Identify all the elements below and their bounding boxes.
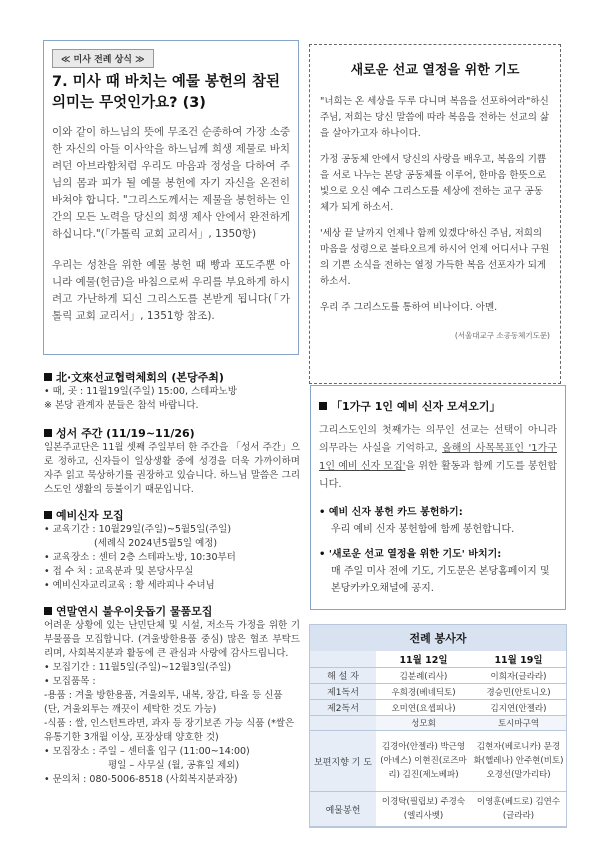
row-cell: 우희경(베네딕토): [376, 684, 471, 700]
campaign-box: [310, 385, 566, 610]
campaign-bullet-1-title: • 예비 신자 봉헌 카드 봉헌하기:: [319, 507, 463, 518]
servers-header-blank: [310, 651, 376, 668]
notice-1-title: 北·文來선교협력체회의 (본당주최): [56, 371, 224, 384]
notice-3-line-5: • 예비신자교리교육 : 황 세라피나 수녀님: [44, 580, 215, 591]
row-cell: 김지연(안젤라): [471, 700, 566, 716]
square-bullet-icon: [44, 429, 52, 437]
notice-3-title: 예비신자 모집: [56, 509, 124, 522]
notice-4-line-5: • 모집장소 : 주일 – 센터홀 입구 (11:00~14:00): [44, 746, 250, 757]
liturgy-knowledge-box: [43, 40, 299, 355]
campaign-bullet-1-text: 우리 예비 신자 봉헌함에 함께 봉헌합니다.: [331, 524, 515, 535]
notice-1-line-2: ※ 본당 관계자 분들은 참석 바랍니다.: [44, 400, 199, 411]
row-label: 제1독서: [310, 684, 376, 700]
liturgy-para-1: 이와 같이 하느님의 뜻에 무조건 순종하여 가장 소중한 자신의 아들 이사악을 하느님께 희생 제물로 바치려던 아브라함처럼 우리도 마음과 정성을 다하여 주님의 몸과 피가 될 예물 봉헌에 자기 자신을 온전히 바쳐야 합니다. "그리스도께서는 제물을 봉헌하는 인간의 모든 노력을 당신의 희생 제사 안에서 완전하게 하십니다."(「가톨릭 교회 교리서」, 1350항): [52, 126, 290, 240]
notice-4-line-6: 평일 – 사무실 (월, 공휴일 제외): [108, 760, 240, 771]
campaign-text-underlined: 올해의 사목목표인 '1가구 1인 예비 신자 모집': [319, 443, 557, 472]
notice-4-line-1: • 모집기간 : 11월5일(주일)~12월3일(주일): [44, 662, 232, 673]
notice-3-line-2: (세례식 2024년5월5일 예정): [94, 538, 218, 549]
prayer-source: (서울대교구 소공동체기도문): [454, 331, 550, 340]
notice-4-line-7: • 문의처 : 080-5006-8518 (사회복지분과장): [44, 774, 238, 785]
square-bullet-icon: [44, 373, 52, 381]
square-bullet-icon: [44, 511, 52, 519]
row-cell: 김분례(리사): [376, 668, 471, 684]
notice-4-title: 연말연시 불우이웃돕기 물품모집: [56, 605, 213, 618]
notice-3-line-3: • 교육장소 : 센터 2층 스테파노방, 10:30부터: [44, 552, 236, 563]
square-bullet-icon: [319, 402, 327, 410]
campaign-text-a: 그리스도인의 첫째가는 의무인 선교는 선택이 아니라 의무라는 사실을 기억하고,: [319, 425, 557, 454]
campaign-bullet-2-title: • '새로운 선교 열정을 위한 기도' 바치기:: [319, 549, 502, 560]
notice-2-heading: [44, 425, 300, 441]
bopyeon-label: 보편지향 기 도: [310, 731, 376, 792]
liturgy-servers: [309, 624, 567, 828]
yemul-a: 이경탁(필립보) 주경숙(엘리사벳): [376, 792, 471, 827]
notice-1-line-1: • 때, 곳 : 11월19일(주일) 15:00, 스테파노방: [44, 386, 237, 397]
notice-4-text: 어려운 상황에 있는 난민단체 및 시설, 저소득 가정을 위한 기부물품을 모집합니다. (겨울방한용품 중심) 많은 협조 부탁드리며, 사회복지분과 활동에 큰 관심과 사랑에 감사드립니다.: [44, 620, 300, 659]
liturgy-para-2: 우리는 성찬을 위한 예물 봉헌 때 빵과 포도주뿐 아니라 예물(헌금)을 바침으로써 우리를 부요하게 하시려고 가난하게 되신 그리스도를 본받게 됩니다(「가톨릭 교회 교리서」, 1351항 참조).: [52, 259, 290, 322]
servers-title: 전례 봉사자: [310, 625, 566, 651]
bopyeon-b: 김현자(베로니카) 문경화(헬레나) 안주현(비토) 오경선(말가리타): [471, 731, 566, 792]
prayer-box: [309, 44, 561, 384]
square-bullet-icon: [44, 607, 52, 615]
prayer-p2: 가정 공동체 안에서 당신의 사랑을 배우고, 복음의 기쁨을 서로 나누는 본당 공동체를 이루어, 한마음 한뜻으로 빛으로 오신 예수 그리스도를 세상에 전하는 교구 공동체가 되게 하소서.: [320, 154, 547, 213]
notice-4-line-3: -용품 : 겨울 방한용품, 겨울외투, 내복, 장갑, 타올 등 신품 (단, 겨울외투는 깨끗이 세탁한 것도 가능): [44, 690, 283, 715]
sub-group-1: 성모회: [376, 716, 471, 731]
campaign-heading: [319, 398, 557, 414]
yemul-label: 예물봉헌: [310, 792, 376, 827]
notice-3-line-4: • 접 수 처 : 교육분과 및 본당사무실: [44, 566, 194, 577]
prayer-p1: "너희는 온 세상을 두루 다니며 복음을 선포하여라"하신 주님, 저희는 당신 말씀에 따라 복음을 전하는 선교의 삶을 살아가고자 하나이다.: [320, 96, 550, 139]
notice-2-title: 성서 주간 (11/19~11/26): [56, 427, 195, 440]
notice-4-line-4: -식품 : 쌀, 인스턴트라면, 과자 등 장기보존 가능 식품 (*쌀은 유통기한 3개월 이상, 포장상태 양호한 것): [44, 718, 295, 743]
notice-4-line-2: • 모집품목 :: [44, 676, 96, 687]
servers-table: [310, 651, 566, 827]
notice-3-line-1: • 교육기간 : 10월29일(주일)~5월5일(주일): [44, 524, 232, 535]
servers-col-1: 11월 12일: [376, 651, 471, 668]
notice-4-heading: [44, 603, 300, 619]
servers-col-2: 11월 19일: [471, 651, 566, 668]
campaign-text: [319, 422, 557, 494]
prayer-p4: 우리 주 그리스도를 통하여 비나이다. 아멘.: [320, 302, 498, 313]
prayer-title: 새로운 선교 열정을 위한 기도: [350, 63, 520, 78]
notice-2-text: 일본주교단은 11월 셋째 주일부터 한 주간을 「성서 주간」으로 정하고, 신자들이 일상생활 중에 성경을 더욱 가까이하며 자주 읽고 묵상하기를 권장하고 있습니다. 하느님 말씀은 그리스도인 생활의 등불이기 때문입니다.: [44, 442, 300, 495]
sub-blank: [310, 716, 376, 731]
campaign-text-b: 을 위한 활동과 함께 기도를 봉헌합니다.: [319, 461, 557, 490]
row-label: 해 설 자: [310, 668, 376, 684]
row-label: 제2독서: [310, 700, 376, 716]
yemul-b: 이영훈(베드로) 김연수(글라라): [471, 792, 566, 827]
notice-3-heading: [44, 507, 300, 523]
campaign-title: 「1가구 1인 예비 신자 모셔오기」: [331, 400, 501, 413]
notices-left: [44, 369, 300, 787]
row-cell: 이희자(글라라): [471, 668, 566, 684]
bopyeon-a: 김경아(안젤라) 박근영(아녜스) 이현진(로즈마리) 김진(제노베파): [376, 731, 471, 792]
row-cell: 경승민(안토니오): [471, 684, 566, 700]
row-cell: 오미연(요셉피나): [376, 700, 471, 716]
prayer-p3: '세상 끝 날까지 언제나 함께 있겠다'하신 주님, 저희의 마음을 성령으로 불타오르게 하시어 언제 어디서나 구원의 기쁜 소식을 전하는 열정 가득한 복음 선포자가 되게 하소서.: [320, 228, 550, 287]
liturgy-title: 7. 미사 때 바치는 예물 봉헌의 참된 의미는 무엇인가요? (3): [52, 74, 280, 111]
campaign-bullet-2-text: 매 주일 미사 전에 기도, 기도문은 본당홈페이지 및 본당카카오채널에 공지.: [331, 566, 550, 594]
sub-group-2: 토시마구역: [471, 716, 566, 731]
liturgy-tag: ≪ 미사 전례 상식 ≫: [52, 49, 154, 68]
notice-1-heading: [44, 369, 300, 385]
